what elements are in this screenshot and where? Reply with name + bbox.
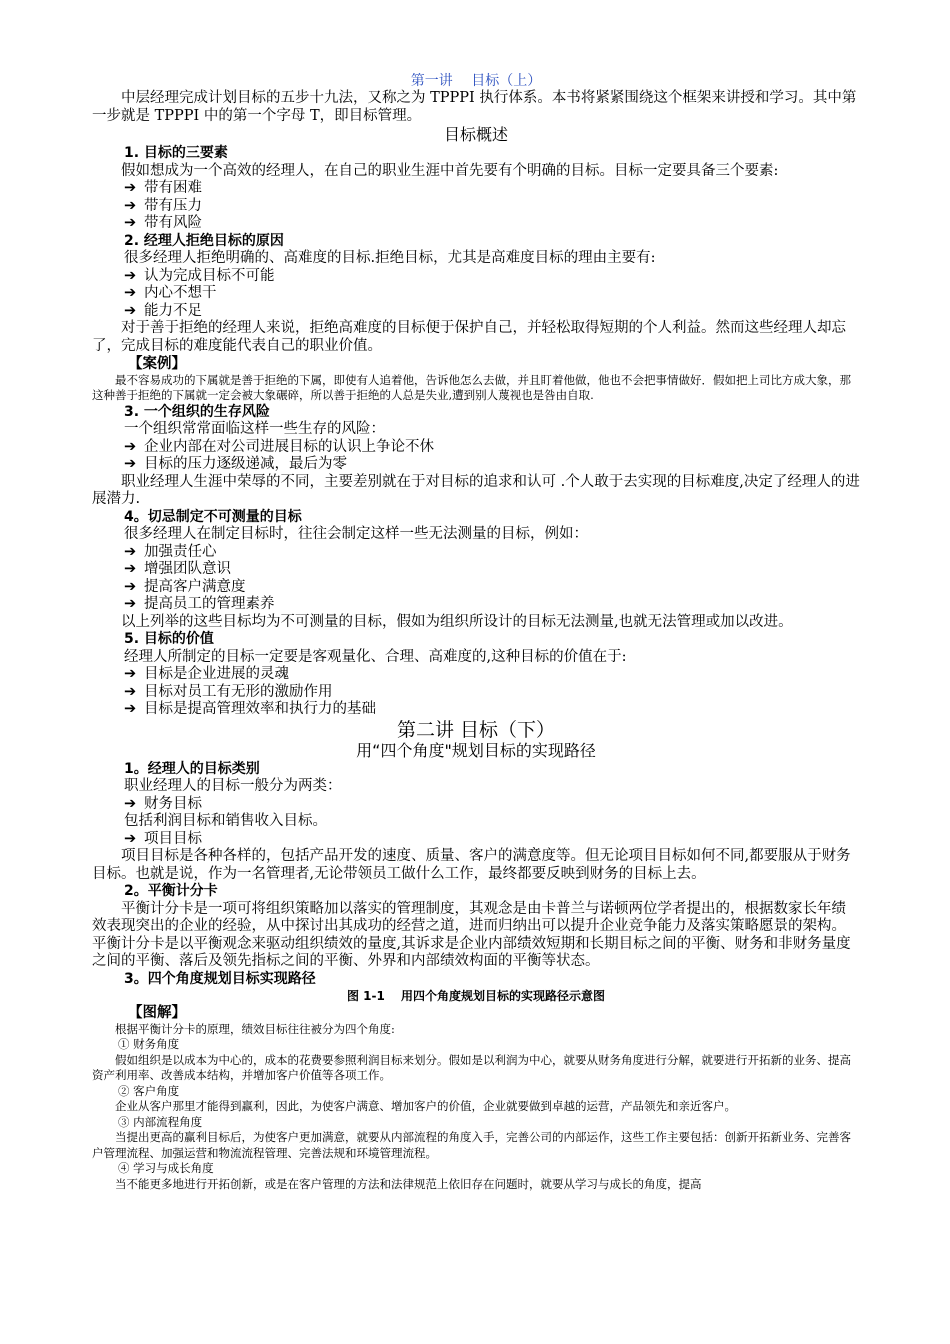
section-heading: 3. 一个组织的生存风险	[124, 403, 270, 420]
list-item: ➔ 带有困难	[124, 180, 202, 196]
arrow-icon: ➔	[124, 561, 137, 577]
arrow-icon: ➔	[124, 795, 137, 812]
list-item: ➔ 带有压力	[124, 197, 202, 214]
list-item: ➔ 加强责任心	[124, 543, 217, 560]
list-item: ➔ 目标是企业进展的灵魂	[124, 666, 289, 682]
lecture1-title: 第一讲 目标（上）	[410, 73, 542, 89]
lecture2-title: 第二讲 目标（下）	[396, 718, 556, 741]
item-text: 当不能更多地进行开拓创新，或是在客户管理的方法和法律规范上依旧存在问题时，就要从学习与成长的角度，提高	[115, 1176, 702, 1191]
arrow-icon: ➔	[124, 438, 137, 455]
list-item: ➔ 目标是提高管理效率和执行力的基础	[124, 701, 376, 717]
paragraph: 平衡计分卡是一项可将组织策略加以落实的管理制度，其观念是由卡普兰与诺顿两位学者提出的，根据数家长年绩效表现突出的企业的经验，从中探讨出其成功的经营之道，进而归纳出可以提升企业竞争能力及落实策略愿景的架构。平衡计分卡是以平衡观念来驱动组织绩效的量度,其诉求是企业内部绩效短期和长期目标之间的平衡、财务和非财务量度之间的平衡、落后及领先指标之间的平衡、外界和内部绩效构面的平衡等状态。	[92, 900, 851, 969]
list-item: ➔ 带有风险	[124, 215, 202, 231]
paragraph: 对于善于拒绝的经理人来说，拒绝高难度的目标便于保护自己，并轻松取得短期的个人利益。然而这些经理人却忘了，完成目标的难度能代表自己的职业价值。	[92, 320, 846, 354]
item-title: ① 财务角度	[118, 1037, 180, 1051]
section-heading: 5. 目标的价值	[124, 631, 214, 647]
paragraph: 项目目标是各种各样的，包括产品开发的速度、质量、客户的满意度等。但无论项目目标如何不同,都要服从于财务目标。也就是说，作为一名管理者,无论带领员工做什么工作，最终都要反映到财务的目标上去。	[92, 848, 851, 882]
item-text: 当提出更高的赢利目标后，为使客户更加满意，就要从内部流程的角度入手，完善公司的内部运作，这些工作主要包括：创新开拓新业务、完善客户管理流程、加强运营和物流流程管理、完善法规和环境管理流程。	[92, 1130, 851, 1160]
diagram-label: 【图解】	[128, 1004, 186, 1021]
paragraph: 以上列举的这些目标均为不可测量的目标，假如为组织所设计的目标无法测量,也就无法管理或加以改进。	[121, 613, 793, 630]
list-item: ➔ 财务目标	[124, 795, 202, 812]
arrow-icon: ➔	[124, 666, 137, 682]
paragraph: 职业经理人的目标一般分为两类：	[124, 778, 342, 794]
list-item: ➔ 目标的压力逐级递减，最后为零	[124, 456, 347, 472]
section-heading: 4。切忌制定不可测量的目标	[124, 508, 302, 525]
arrow-icon: ➔	[124, 267, 137, 284]
item-title: ③ 内部流程角度	[118, 1114, 203, 1129]
list-item: ➔ 项目目标	[124, 830, 202, 847]
list-item: ➔ 企业内部在对公司进展目标的认识上争论不休	[124, 438, 434, 455]
item-title: ④ 学习与成长角度	[118, 1161, 214, 1175]
paragraph: 经理人所制定的目标一定要是客观量化、合理、高难度的,这种目标的价值在于:	[124, 648, 627, 665]
figure-caption: 图 1-1 用四个角度规划目标的实现路径示意图	[346, 989, 606, 1003]
section-heading: 2。平衡计分卡	[124, 883, 218, 899]
list-item: ➔ 认为完成目标不可能	[124, 267, 275, 284]
arrow-icon: ➔	[124, 302, 137, 319]
arrow-icon: ➔	[124, 578, 137, 595]
document-page	[92, 72, 860, 1192]
list-item: ➔ 提高员工的管理素养	[124, 596, 275, 612]
arrow-icon: ➔	[124, 180, 137, 196]
arrow-icon: ➔	[124, 683, 137, 700]
paragraph: 很多经理人拒绝明确的、高难度的目标.拒绝目标，尤其是高难度目标的理由主要有:	[124, 250, 656, 266]
arrow-icon: ➔	[124, 215, 137, 231]
list-item: ➔ 内心不想干	[124, 285, 217, 301]
arrow-icon: ➔	[124, 596, 137, 612]
section-heading: 1. 目标的三要素	[124, 145, 228, 161]
case-text: 最不容易成功的下属就是善于拒绝的下属，即使有人追着他，告诉他怎么去做，并且盯着他做，他也不会把事情做好．假如把上司比方成大象，那这种善于拒绝的下属就一定会被大象碾碎，所以善于拒绝的人总是失业,遭到别人蔑视也是咎由自取.	[92, 372, 851, 402]
item-text: 企业从客户那里才能得到赢利，因此，为使客户满意、增加客户的价值，企业就要做到卓越的运营，产品领先和亲近客户。	[115, 1099, 736, 1113]
list-item: ➔ 能力不足	[124, 302, 202, 319]
arrow-icon: ➔	[124, 701, 137, 717]
overview-title: 目标概述	[443, 125, 508, 144]
item-text: 假如组织是以成本为中心的，成本的花费要参照利润目标来划分。假如是以利润为中心，就要从财务角度进行分解，就要进行开拓新的业务、提高资产利用率、改善成本结构，并增加客户价值等各项工作。	[92, 1052, 851, 1082]
section-heading: 2. 经理人拒绝目标的原因	[124, 232, 284, 249]
arrow-icon: ➔	[124, 456, 137, 472]
arrow-icon: ➔	[124, 543, 137, 560]
list-item: ➔ 增强团队意识	[124, 561, 231, 577]
lecture2-subtitle: 用“四个角度"规划目标的实现路径	[356, 740, 596, 760]
paragraph: 根据平衡计分卡的原理，绩效目标往往被分为四个角度:	[115, 1021, 395, 1036]
list-item: ➔ 目标对员工有无形的激励作用	[124, 683, 333, 700]
case-label: 【案例】	[128, 355, 186, 372]
item-title: ② 客户角度	[118, 1083, 180, 1098]
paragraph: 一个组织常常面临这样一些生存的风险：	[124, 421, 385, 437]
arrow-icon: ➔	[124, 830, 137, 847]
paragraph: 包括利润目标和销售收入目标。	[124, 813, 327, 829]
intro-paragraph: 中层经理完成计划目标的五步十九法，又称之为 TPPPI 执行体系。本书将紧紧围绕这个框架来讲授和学习。其中第一步就是 TPPPI 中的第一个字母 T，即目标管理。	[92, 90, 857, 124]
arrow-icon: ➔	[124, 285, 137, 301]
paragraph: 假如想成为一个高效的经理人，在自己的职业生涯中首先要有个明确的目标。目标一定要具备三个要素:	[121, 162, 779, 179]
paragraph: 职业经理人生涯中荣辱的不同，主要差别就在于对目标的追求和认可 .个人敢于去实现的目标难度,决定了经理人的进展潜力.	[92, 473, 860, 507]
paragraph: 很多经理人在制定目标时，往往会制定这样一些无法测量的目标，例如：	[124, 526, 588, 542]
section-heading: 1。经理人的目标类别	[124, 760, 260, 777]
list-item: ➔ 提高客户满意度	[124, 578, 246, 595]
section-heading: 3。四个角度规划目标实现路径	[124, 970, 316, 987]
arrow-icon: ➔	[124, 197, 137, 214]
